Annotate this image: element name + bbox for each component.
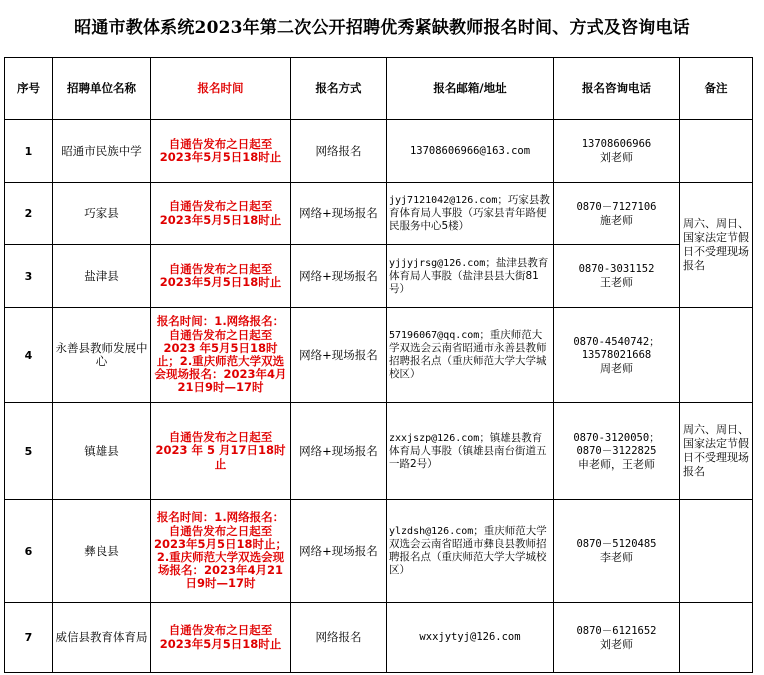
- row-time: 报名时间：1.网络报名：自通告发布之日起至 2023 年5月5日18时止；2.重庆师范大学双选会现场报名：2023年4月21日9时—17时: [151, 308, 291, 403]
- email-address: zxxjszp@126.com: [389, 432, 480, 444]
- header-phone: 报名咨询电话: [554, 58, 680, 120]
- row-unit: 盐津县: [53, 245, 151, 308]
- table-row: [5, 120, 753, 183]
- row-seq: 3: [5, 245, 53, 308]
- contact-name: 施老师: [600, 213, 633, 227]
- header-seq: 序号: [5, 58, 53, 120]
- row-seq: 7: [5, 603, 53, 673]
- row-seq: 2: [5, 183, 53, 245]
- row-note: 周六、周日、国家法定节假日不受理现场报名: [680, 403, 753, 500]
- row-email: [387, 245, 554, 308]
- table-row: [5, 500, 753, 603]
- header-method: 报名方式: [291, 58, 387, 120]
- page-title: 昭通市教体系统2023年第二次公开招聘优秀紧缺教师报名时间、方式及咨询电话: [74, 18, 690, 38]
- row-note: 周六、周日、国家法定节假日不受理现场报名: [680, 183, 753, 308]
- address-text: ；盐津县教育体育局人事股（盐津县县大街81号）: [389, 256, 549, 295]
- email-address: yjjyjrsg@126.com: [389, 257, 486, 269]
- contact-phone: 0870－6121652: [576, 624, 657, 637]
- contact-name: 王老师: [600, 276, 633, 289]
- address-text: ；重庆师范大学双选会云南省昭通市彝良县教师招聘报名点（重庆师范大学大学城校区）: [389, 525, 547, 576]
- row-time: 自通告发布之日起至2023年5月5日18时止: [151, 183, 291, 245]
- contact-phone: 0870-4540742；: [573, 335, 660, 348]
- email-address: 57196067@qq.com: [389, 330, 480, 341]
- contact-name: 刘老师: [600, 151, 633, 164]
- row-contact: [554, 500, 680, 603]
- contact-name: 刘老师: [600, 637, 633, 651]
- row-time: 报名时间：1.网络报名：自通告发布之日起至2023年5月5日18时止；2.重庆师范大学双选会现场报名：2023年4月21日9时—17时: [151, 500, 291, 603]
- row-method: 网络+现场报名: [291, 308, 387, 403]
- header-time: 报名时间: [151, 58, 291, 120]
- row-method: 网络+现场报名: [291, 403, 387, 500]
- contact-phone: 0870－5120485: [576, 538, 657, 550]
- contact-name: 李老师: [600, 551, 633, 564]
- address-text: ；重庆师范大学双选会云南省昭通市永善县教师招聘报名点（重庆师范大学大学城校区）: [389, 329, 547, 380]
- row-method: 网络+现场报名: [291, 500, 387, 603]
- table-row: [5, 183, 753, 245]
- row-unit: 昭通市民族中学: [53, 120, 151, 183]
- row-seq: 6: [5, 500, 53, 603]
- table-row: [5, 308, 753, 403]
- contact-phone: 0870－7127106: [576, 200, 657, 213]
- row-note: [680, 120, 753, 183]
- row-note: [680, 308, 753, 403]
- contact-phone: 0870-3031152: [578, 263, 655, 275]
- row-seq: 5: [5, 403, 53, 500]
- table-row: [5, 403, 753, 500]
- address-text: ；巧家县教育体育局人事股（巧家县青年路便民服务中心5楼）: [389, 194, 550, 232]
- row-method: 网络报名: [291, 603, 387, 673]
- row-contact: [554, 403, 680, 500]
- contact-phone-2: 13578021668: [581, 348, 652, 361]
- row-contact: [554, 120, 680, 183]
- row-email: [387, 183, 554, 245]
- row-email: [387, 500, 554, 603]
- row-note: [680, 603, 753, 673]
- row-unit: 永善县教师发展中心: [53, 308, 151, 403]
- contact-name: 申老师，王老师: [578, 457, 655, 471]
- table-row: [5, 245, 753, 308]
- contact-name: 周老师: [600, 361, 633, 375]
- row-email: [387, 403, 554, 500]
- row-time: 自通告发布之日起至2023年5月5日18时止: [151, 245, 291, 308]
- row-seq: 1: [5, 120, 53, 183]
- table-header-row: [5, 58, 753, 120]
- row-email: wxxjytyj@126.com: [387, 603, 554, 673]
- email-address: ylzdsh@126.com: [389, 526, 474, 537]
- row-unit: 巧家县: [53, 183, 151, 245]
- row-email: [387, 308, 554, 403]
- row-time: 自通告发布之日起至2023年5月5日18时止: [151, 603, 291, 673]
- email-address: jyj7121042@126.com: [389, 195, 498, 206]
- row-unit: 镇雄县: [53, 403, 151, 500]
- row-unit: 威信县教育体育局: [53, 603, 151, 673]
- header-note: 备注: [680, 58, 753, 120]
- contact-phone: 0870-3120050；: [573, 431, 660, 444]
- row-method: 网络+现场报名: [291, 183, 387, 245]
- header-email: 报名邮箱/地址: [387, 58, 554, 120]
- row-contact: [554, 183, 680, 245]
- row-email: 13708606966@163.com: [387, 120, 554, 183]
- row-method: 网络报名: [291, 120, 387, 183]
- row-note: [680, 500, 753, 603]
- row-time: 自通告发布之日起至2023年5月5日18时止: [151, 120, 291, 183]
- row-time: 自通告发布之日起至2023 年 5 月17日18时止: [151, 403, 291, 500]
- header-unit: 招聘单位名称: [53, 58, 151, 120]
- row-method: 网络+现场报名: [291, 245, 387, 308]
- table-row: [5, 603, 753, 673]
- row-contact: [554, 603, 680, 673]
- row-seq: 4: [5, 308, 53, 403]
- registration-table: [4, 57, 753, 673]
- address-text: ；镇雄县教育体育局人事股（镇雄县南台街道五一路2号）: [389, 431, 547, 470]
- contact-phone-2: 0870－3122825: [576, 444, 657, 457]
- row-unit: 彝良县: [53, 500, 151, 603]
- row-contact: [554, 308, 680, 403]
- contact-phone: 13708606966: [581, 138, 652, 150]
- row-contact: [554, 245, 680, 308]
